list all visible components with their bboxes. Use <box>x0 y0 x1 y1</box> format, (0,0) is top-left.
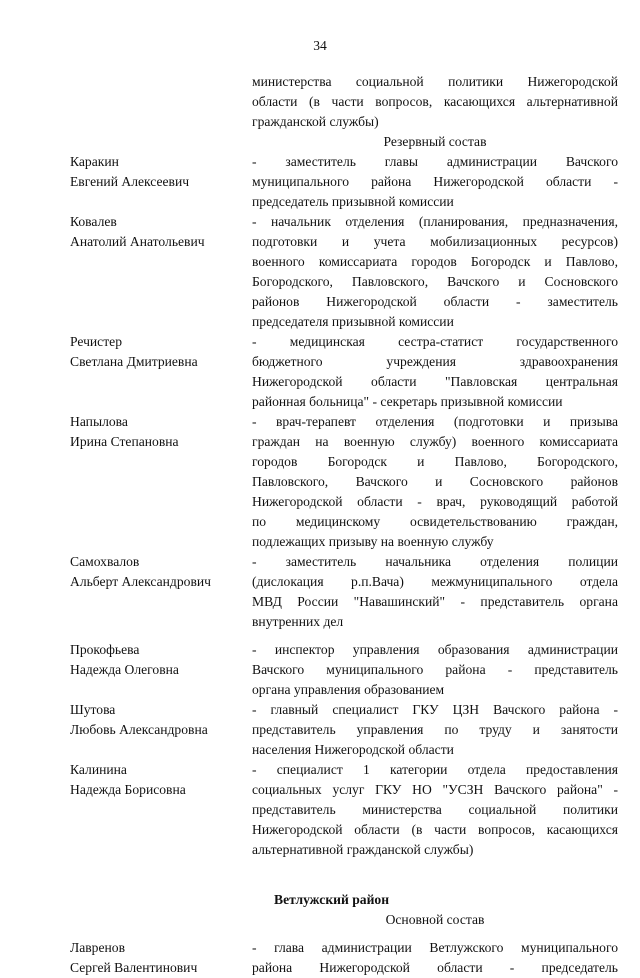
member-entry <box>70 152 618 212</box>
member-given: Сергей Валентинович <box>70 960 198 975</box>
member-role-line: - главный специалист ГКУ ЦЗН Вачского района - <box>252 702 618 717</box>
member-surname: Речистер <box>70 334 122 349</box>
member-name <box>70 212 252 332</box>
reserve-members-list <box>70 152 618 860</box>
member-role-line: - глава администрации Ветлужского муниципального <box>252 940 618 955</box>
member-role-line: населения Нижегородской области <box>252 742 454 757</box>
member-name <box>70 760 252 860</box>
member-given: Евгений Алексеевич <box>70 174 190 189</box>
member-surname: Самохвалов <box>70 554 140 569</box>
member-surname: Шутова <box>70 702 116 717</box>
member-role-line: военного комиссариата городов Богородск и Павлово, <box>252 254 618 269</box>
member-role-line: (дислокация р.п.Вача) межмуниципального отдела <box>252 574 618 589</box>
member-given: Анатолий Анатольевич <box>70 234 205 249</box>
member-role-line: альтернативной гражданской службы) <box>252 842 474 857</box>
member-given: Альберт Александрович <box>70 574 211 589</box>
member-role <box>252 938 618 978</box>
member-name <box>70 700 252 760</box>
member-name <box>70 412 252 552</box>
member-role-line: - заместитель главы администрации Вачского <box>252 154 618 169</box>
member-surname: Каракин <box>70 154 119 169</box>
member-given: Светлана Дмитриевна <box>70 354 198 369</box>
member-role <box>252 552 618 632</box>
page-number: 34 <box>313 38 327 53</box>
member-role-line: Павловского, Вачского и Сосновского районов <box>252 474 618 489</box>
member-surname: Напылова <box>70 414 128 429</box>
member-name <box>70 552 252 632</box>
member-name <box>70 152 252 212</box>
member-role <box>252 640 618 700</box>
member-role-line: Богородского, Павловского, Вачского и Сосновского <box>252 274 618 289</box>
member-role <box>252 332 618 412</box>
member-role-line: муниципального района Нижегородской области - <box>252 174 618 189</box>
member-surname: Ковалев <box>70 214 117 229</box>
member-role-line: граждан на военную службу) военного комиссариата <box>252 434 618 449</box>
member-role-line: районов Нижегородской области - заместитель <box>252 294 618 309</box>
member-name <box>70 938 252 978</box>
member-role-line: социальных услуг ГКУ НО "УСЗН Вачского района" - <box>252 782 618 797</box>
member-entry <box>70 700 618 760</box>
member-entry <box>70 760 618 860</box>
continuation-line: области (в части вопросов, касающихся альтернативной <box>252 94 618 109</box>
member-entry <box>70 212 618 332</box>
member-role-line: - начальник отделения (планирования, предназначения, <box>252 214 618 229</box>
member-role-line: по медицинскому освидетельствованию граждан, <box>252 514 618 529</box>
member-role-line: председателя призывной комиссии <box>252 314 454 329</box>
member-role-line: внутренних дел <box>252 614 344 629</box>
member-given: Надежда Борисовна <box>70 782 186 797</box>
reserve-heading: Резервный состав <box>383 134 487 149</box>
member-role-line: - медицинская сестра-статист государственного <box>252 334 618 349</box>
member-entry <box>70 552 618 632</box>
member-name <box>70 640 252 700</box>
member-given: Ирина Степановна <box>70 434 179 449</box>
member-role-line: районная больница" - секретарь призывной комиссии <box>252 394 563 409</box>
member-role-line: - специалист 1 категории отдела предоставления <box>252 762 618 777</box>
member-role <box>252 212 618 332</box>
document-body <box>70 72 618 978</box>
member-role-line: представитель министерства социальной политики <box>252 802 618 817</box>
member-entry <box>70 332 618 412</box>
member-given: Любовь Александровна <box>70 722 208 737</box>
member-surname: Прокофьева <box>70 642 140 657</box>
member-role-line: подготовки и учета мобилизационных ресурсов) <box>252 234 618 249</box>
member-role-line: МВД России "Навашинский" - представитель органа <box>252 594 618 609</box>
member-role-line: представитель управления по труду и занятости <box>252 722 618 737</box>
member-role <box>252 700 618 760</box>
member-entry <box>70 412 618 552</box>
member-role <box>252 760 618 860</box>
member-role-line: района Нижегородской области - председатель <box>252 960 618 975</box>
member-role <box>252 152 618 212</box>
member-name <box>70 332 252 412</box>
member-surname: Калинина <box>70 762 127 777</box>
member-role-line: Нижегородской области "Павловская центральная <box>252 374 618 389</box>
member-role-line: - врач-терапевт отделения (подготовки и призыва <box>252 414 618 429</box>
member-role-line: председатель призывной комиссии <box>252 194 454 209</box>
member-given: Надежда Олеговна <box>70 662 179 677</box>
member-role-line: Нижегородской области (в части вопросов, касающихся <box>252 822 618 837</box>
member-role-line: бюджетного учреждения здравоохранения <box>252 354 618 369</box>
main-heading: Основной состав <box>385 912 485 927</box>
member-role-line: Вачского муниципального района - представитель <box>252 662 618 677</box>
member-role-line: Нижегородской области - врач, руководящий работой <box>252 494 618 509</box>
member-role-line: - заместитель начальника отделения полиции <box>252 554 618 569</box>
member-entry <box>70 938 618 978</box>
member-role-line: органа управления образованием <box>252 682 445 697</box>
member-role <box>252 412 618 552</box>
main-members-list <box>70 938 618 978</box>
continuation-line: гражданской службы) <box>252 114 379 129</box>
member-role-line: подлежащих призыву на военную службу <box>252 534 494 549</box>
continuation-block <box>70 72 618 132</box>
continuation-text <box>252 72 618 132</box>
member-role-line: городов Богородск и Павлово, Богородского, <box>252 454 618 469</box>
continuation-line: министерства социальной политики Нижегородской <box>252 74 618 89</box>
district-title: Ветлужский район <box>274 892 390 907</box>
member-entry <box>70 640 618 700</box>
member-surname: Лавренов <box>70 940 125 955</box>
member-role-line: - инспектор управления образования администрации <box>252 642 618 657</box>
